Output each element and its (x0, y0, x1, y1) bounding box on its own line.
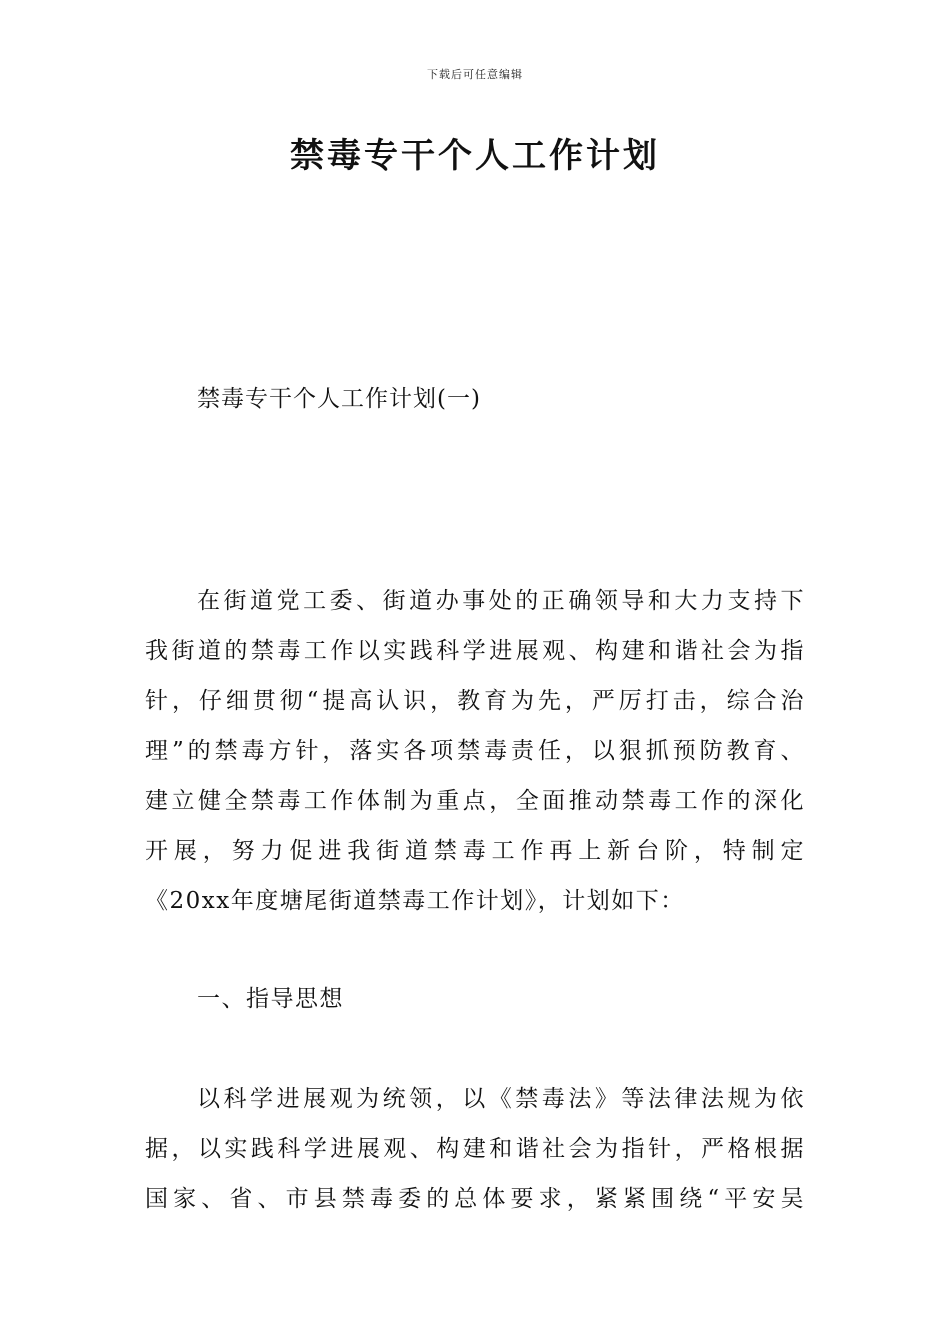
paragraph-line: 以科学进展观为统领，以《禁毒法》等法律法规为依 (197, 1086, 805, 1112)
paragraph-line: 《20xx年度塘尾街道禁毒工作计划》，计划如下： (145, 888, 685, 914)
paragraph-line: 国家、省、市县禁毒委的总体要求，紧紧围绕“平安吴 (145, 1186, 805, 1212)
paragraph-line: 针，仔细贯彻“提高认识，教育为先，严厉打击，综合治 (145, 688, 805, 714)
paragraph-intro (145, 576, 805, 926)
header-note: 下载后可任意编辑 (427, 68, 523, 81)
paragraph-line: 理”的禁毒方针，落实各项禁毒责任，以狠抓预防教育、 (145, 738, 805, 764)
section-subtitle: 禁毒专干个人工作计划(一) (197, 386, 481, 412)
paragraph-line: 建立健全禁毒工作体制为重点，全面推动禁毒工作的深化 (145, 788, 805, 814)
paragraph-guiding-thought (145, 1074, 805, 1224)
paragraph-line: 开展，努力促进我街道禁毒工作再上新台阶，特制定 (145, 838, 805, 864)
section-heading-guiding-thought: 一、指导思想 (197, 986, 344, 1012)
paragraph-line: 据，以实践科学进展观、构建和谐社会为指针，严格根据 (145, 1136, 805, 1162)
paragraph-line: 在街道党工委、街道办事处的正确领导和大力支持下 (197, 588, 805, 614)
paragraph-line: 我街道的禁毒工作以实践科学进展观、构建和谐社会为指 (145, 638, 805, 664)
document-title: 禁毒专干个人工作计划 (290, 136, 660, 176)
